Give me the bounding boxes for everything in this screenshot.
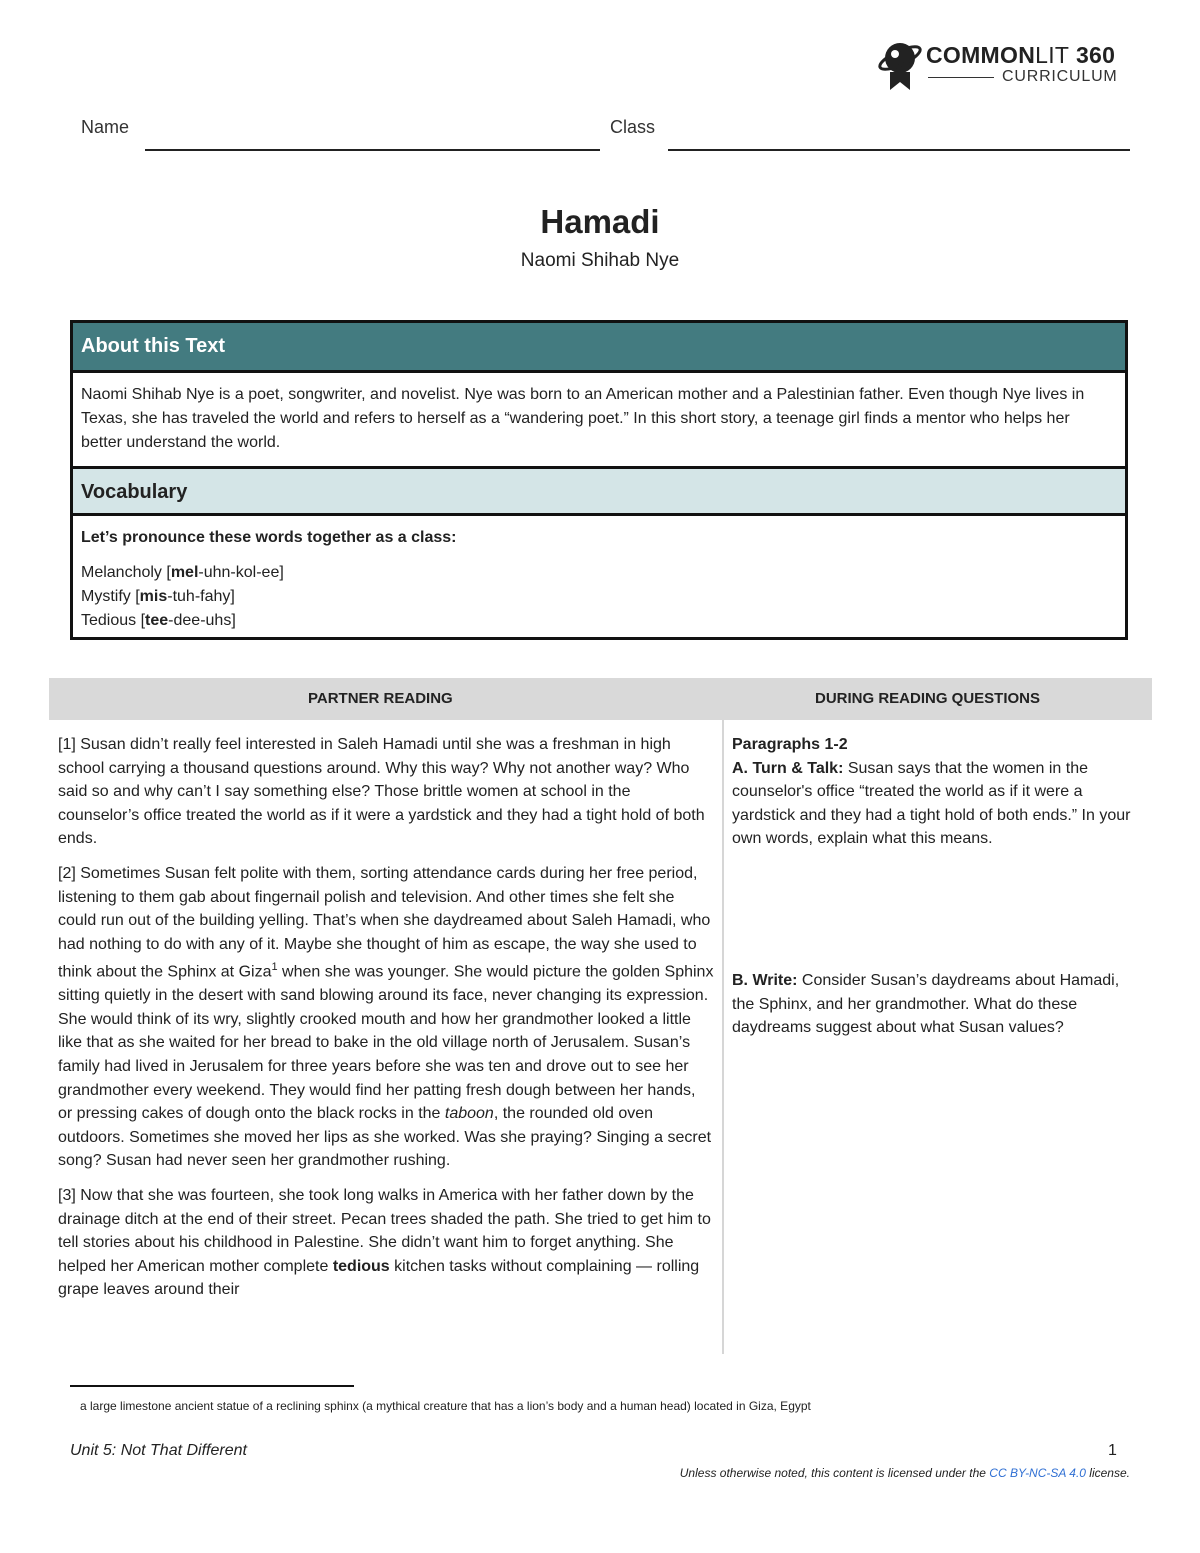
- license-link[interactable]: CC BY-NC-SA 4.0: [989, 1466, 1086, 1480]
- vocabulary-heading: Vocabulary: [81, 481, 188, 503]
- question-a: A. Turn & Talk: Susan says that the women in the counselor's office “treated the world as if it were a yardstick and they had a tight hold of both ends.” In your own words, explain what this means.: [732, 759, 1131, 848]
- column-divider: [722, 720, 724, 1354]
- question-section-label: Paragraphs 1-2: [732, 736, 848, 753]
- page-number: 1: [1108, 1442, 1117, 1459]
- vocab-word: Tedious [tee-dee-uhs]: [81, 612, 236, 629]
- class-label: Class: [610, 117, 656, 137]
- author-name: Naomi Shihab Nye: [520, 250, 680, 271]
- logo-subtitle: CURRICULUM: [1002, 68, 1118, 85]
- vocabulary-heading-bar: [73, 466, 1125, 516]
- vocabulary-intro: Let’s pronounce these words together as a class:: [81, 529, 457, 546]
- footnote-ref: 1: [271, 961, 278, 974]
- about-body: Naomi Shihab Nye is a poet, songwriter, and novelist. Nye was born to an American mother and a Palestinian father. Even though Nye lives in Texas, she has traveled the world and refers to herself as a “wandering poet.” In this short story, a teenage girl finds a mentor who helps her better understand the world.: [81, 386, 1085, 451]
- footnote-text: a large limestone ancient statue of a reclining sphinx (a mythical creature that has a lion’s body and a human head) located in Giza, Egypt: [80, 1399, 811, 1413]
- commonlit-logo-icon: [876, 36, 924, 94]
- paragraph-3: [3] Now that she was fourteen, she took long walks in America with her father down by the drainage ditch at the end of their street. Pecan trees shaded the path. She tried to get him to tell stories about his childhood in Palestine. She didn’t want him to forget anything. She helped her American mother complete tedious kitchen tasks without complaining — rolling grape leaves around their: [58, 1187, 711, 1299]
- name-field[interactable]: [145, 149, 600, 151]
- questions-header: DURING READING QUESTIONS: [815, 690, 1041, 707]
- page-title: Hamadi: [540, 203, 660, 240]
- during-reading-questions: [732, 733, 1142, 1040]
- text-info-box: [70, 320, 1128, 640]
- partner-reading-text: [58, 733, 714, 1313]
- vocab-word: Mystify [mis-tuh-fahy]: [81, 588, 235, 605]
- vocab-word: Melancholy [mel-uhn-kol-ee]: [81, 564, 284, 581]
- column-header-bar: [49, 678, 1152, 720]
- footnote-rule: [70, 1385, 354, 1387]
- unit-label: Unit 5: Not That Different: [70, 1442, 247, 1459]
- question-b: B. Write: Consider Susan’s daydreams about Hamadi, the Sphinx, and her grandmother. What do these daydreams suggest about what Susan values?: [732, 971, 1120, 1037]
- partner-reading-header: PARTNER READING: [308, 690, 453, 707]
- paragraph-2: [2] Sometimes Susan felt polite with them, sorting attendance cards during her free period, listening to them gab about fingernail polish and television. And other times she felt she could run out of the building yelling. That’s when she daydreamed about Saleh Hamadi, who had nothing to do with any of it. Maybe she thought of him as escape, the way she used to think about the Sphinx at Giza$^1$ when she was younger. She would picture the golden Sphinx sitting quietly in the desert with sand blowing around its face, never changing its expression. She would think of its wry, slightly crooked mouth and how her grandmother looked a little like that as she waited for her bread to bake in the old village north of Jerusalem. Susan’s family had lived in Jerusalem for three years before she was ten and drove out to see her grandmother every weekend. They would find her patting fresh dough between her hands, or pressing cakes of dough onto the black rocks in the taboon, the rounded old oven outdoors. Sometimes she moved her lips as she worked. Was she praying? Singing a secret song? Susan had never seen her grandmother rushing.: [58, 864, 714, 1170]
- logo-brand: COMMONLIT 360: [926, 42, 1116, 68]
- paragraph-1: [1] Susan didn’t really feel interested in Saleh Hamadi until she was a freshman in high school carrying a thousand questions around. Why this way? Why not another way? Who said so and why can’t I say something else? Those brittle women at school in the counselor’s office treated the world as if it were a yardstick and they had a tight hold of both ends.: [58, 736, 705, 848]
- logo-rule: [928, 77, 994, 78]
- name-label: Name: [81, 117, 130, 137]
- license-notice: Unless otherwise noted, this content is licensed under the CC BY-NC-SA 4.0 license.: [679, 1466, 1130, 1480]
- class-field[interactable]: [668, 149, 1130, 151]
- about-heading: About this Text: [81, 335, 226, 357]
- commonlit-logo: [876, 36, 1136, 96]
- about-heading-bar: [73, 323, 1125, 373]
